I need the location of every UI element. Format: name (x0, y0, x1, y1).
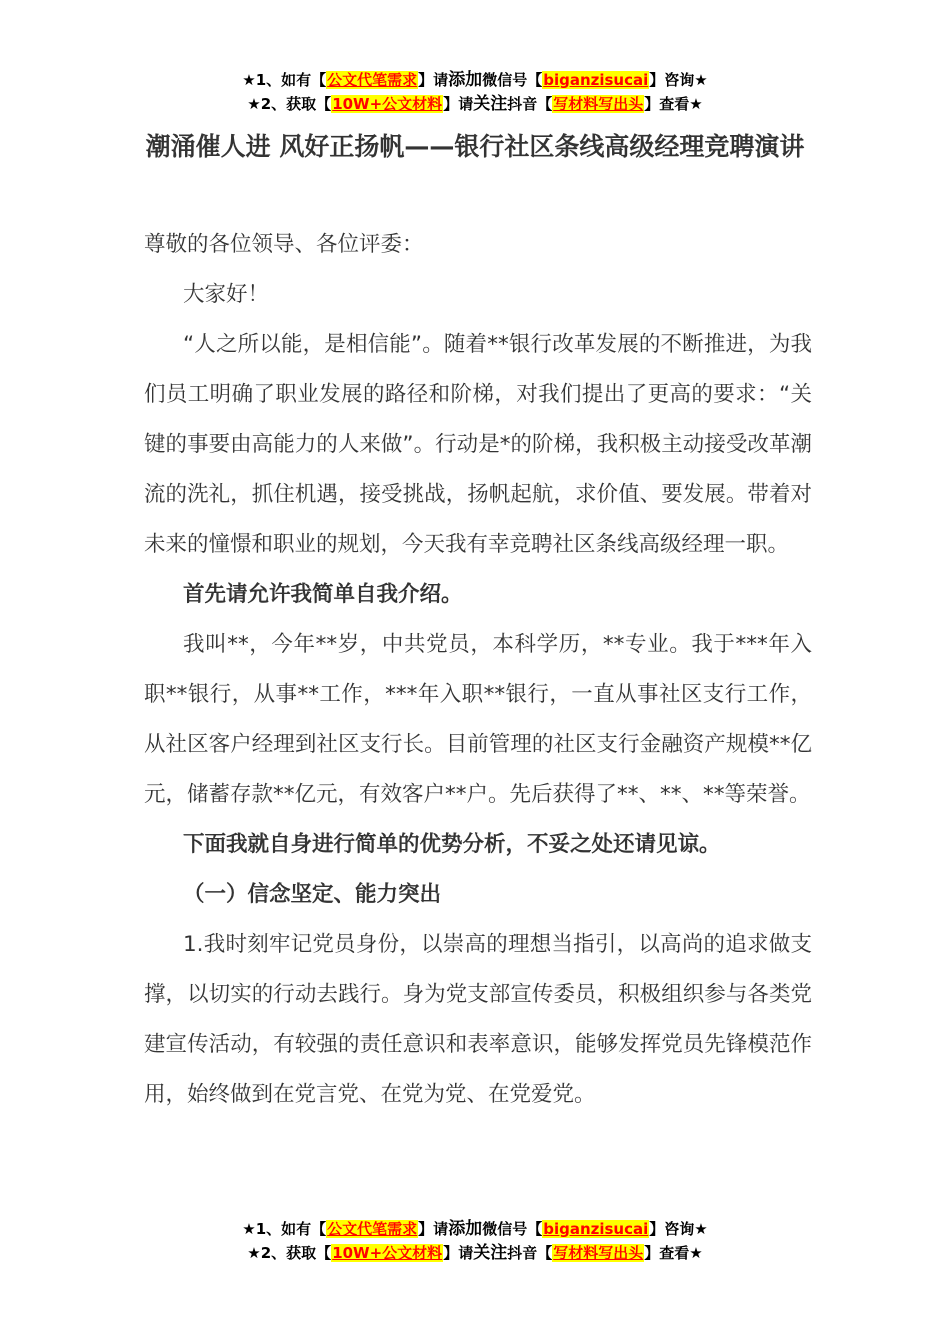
promo-text: 】查看★ (644, 95, 703, 113)
promo-emphasis: 关注 (473, 94, 508, 114)
section-heading-self-intro: 首先请允许我简单自我介绍。 (183, 582, 463, 607)
document-title: 潮涌催人进 风好正扬帆——银行社区条线高级经理竞聘演讲 (145, 132, 805, 161)
promo-text: 抖音【 (507, 95, 553, 113)
promo-text: 】咨询★ (649, 1220, 708, 1238)
promo-text: ★1、如有【 (242, 1220, 327, 1238)
promo-line-2 (0, 1241, 950, 1265)
promo-text: ★2、获取【 (247, 1244, 332, 1262)
section-heading-advantages: 下面我就自身进行简单的优势分析，不妥之处还请见谅。 (183, 832, 721, 857)
greeting: 大家好！ (183, 282, 270, 307)
promo-line-1 (0, 68, 950, 92)
promo-line-1 (0, 1217, 950, 1241)
promo-emphasis: 关注 (473, 1243, 508, 1263)
promo-text: 微信号【 (482, 71, 543, 89)
subheading-belief-ability: （一）信念坚定、能力突出 (183, 882, 442, 907)
promo-text: 抖音【 (507, 1244, 553, 1262)
paragraph-self-intro: 我叫**，今年**岁，中共党员，本科学历，**专业。我于***年入职**银行，从事**工作，***年入职**银行，一直从事社区支行工作，从社区客户经理到社区支行长。目前管理的社区支行金融资产规模**亿元，储蓄存款**亿元，有效客户**户。先后获得了**、**、**等荣誉。 (144, 632, 812, 807)
promo-text: 】请 (418, 71, 449, 89)
paragraph-point-1: 1.我时刻牢记党员身份，以崇高的理想当指引，以高尚的追求做支撑，以切实的行动去践行。身为党支部宣传委员，积极组织参与各类党建宣传活动，有较强的责任意识和表率意识，能够发挥党员先锋模范作用，始终做到在党言党、在党为党、在党爱党。 (144, 932, 812, 1107)
promo-text: 】查看★ (644, 1244, 703, 1262)
promo-line-2 (0, 92, 950, 116)
promo-highlight: 公文代笔需求 (327, 1220, 418, 1238)
salutation: 尊敬的各位领导、各位评委： (144, 232, 424, 257)
promo-highlight: 写材料写出头 (553, 95, 644, 113)
promo-text: ★2、获取【 (247, 95, 332, 113)
promo-text: 】咨询★ (649, 71, 708, 89)
promo-highlight: 10W+公文材料 (332, 1244, 443, 1262)
promo-text: ★1、如有【 (242, 71, 327, 89)
promo-emphasis: 添加 (448, 70, 483, 90)
footer-promo-banner (0, 1217, 950, 1265)
promo-highlight: biganzisucai (543, 1220, 649, 1238)
paragraph-intro: “人之所以能，是相信能”。随着**银行改革发展的不断推进，为我们员工明确了职业发展的路径和阶梯，对我们提出了更高的要求：“关键的事要由高能力的人来做”。行动是*的阶梯，我积极主动接受改革潮流的洗礼，抓住机遇，接受挑战，扬帆起航，求价值、要发展。带着对未来的憧憬和职业的规划，今天我有幸竞聘社区条线高级经理一职。 (144, 332, 812, 557)
promo-text: 微信号【 (482, 1220, 543, 1238)
document-body (144, 220, 812, 1120)
header-promo-banner (0, 68, 950, 116)
promo-emphasis: 添加 (448, 1219, 483, 1239)
promo-text: 】请 (443, 95, 474, 113)
promo-highlight: 10W+公文材料 (332, 95, 443, 113)
promo-highlight: 写材料写出头 (553, 1244, 644, 1262)
promo-text: 】请 (443, 1244, 474, 1262)
promo-highlight: biganzisucai (543, 71, 649, 89)
promo-highlight: 公文代笔需求 (327, 71, 418, 89)
promo-text: 】请 (418, 1220, 449, 1238)
